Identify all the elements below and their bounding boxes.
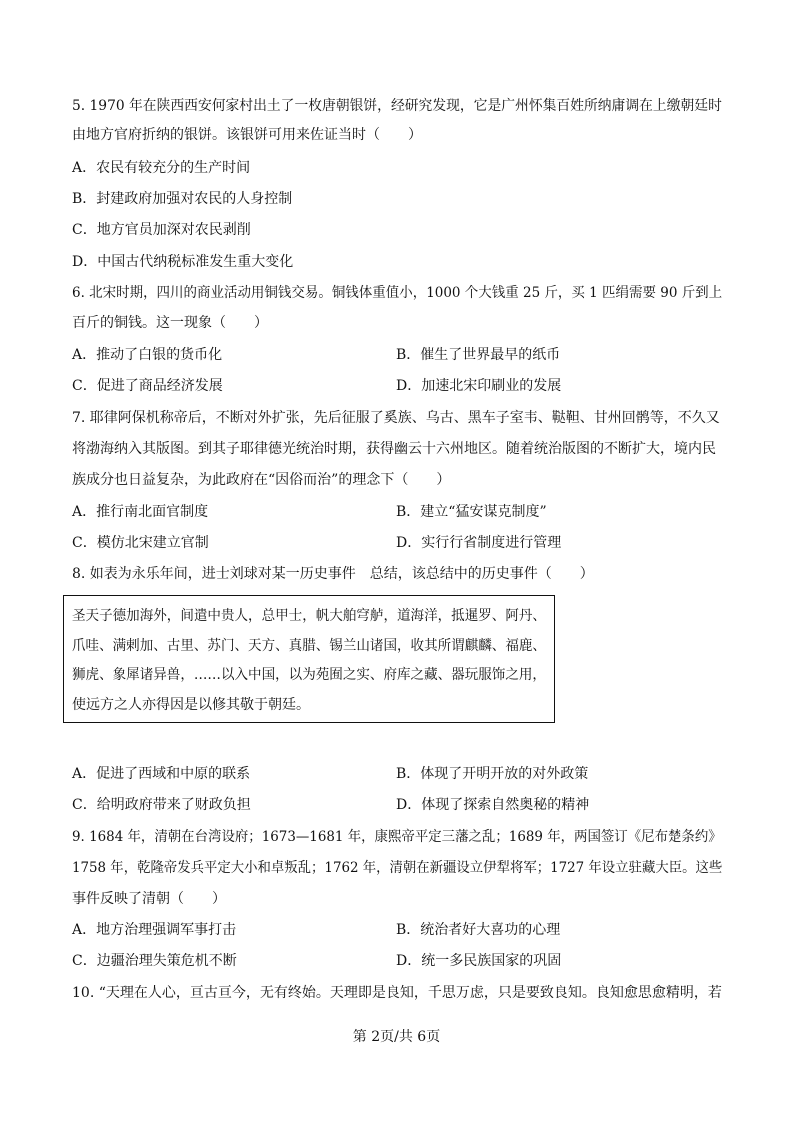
q9-stem-line-3: 事件反映了清朝（ ） [72, 891, 226, 907]
q6-option-b: B．催生了世界最早的纸币 [396, 347, 561, 363]
q8-source-line-1: 圣天子德加海外，间遣中贵人，总甲士，帆大舶穹舻，道海洋，抵暹罗、阿丹、 [72, 608, 546, 624]
q8-source-line-2: 爪哇、满剌加、古里、苏门、天方、真腊、锡兰山诸国，收其所谓麒麟、福鹿、 [72, 638, 546, 654]
q8-option-b: B．体现了开明开放的对外政策 [396, 766, 589, 782]
q9-option-c: C．边疆治理失策危机不断 [72, 953, 237, 969]
q9-stem-line-2: 1758 年，乾隆帝发兵平定大小和卓叛乱；1762 年，清朝在新疆设立伊犁将军；1727 年设立驻藏大臣。这些 [72, 860, 723, 876]
q8-source-line-3: 狮虎、象犀诸异兽，……以入中国，以为苑囿之实、府库之藏、器玩服饰之用， [72, 667, 546, 683]
q8-option-c: C．给明政府带来了财政负担 [72, 797, 251, 813]
q5-option-a: A．农民有较充分的生产时间 [72, 160, 251, 176]
q6-option-d: D．加速北宋印刷业的发展 [396, 378, 562, 394]
q8-stem-line-1: 8. 如表为永乐年间，进士刘球对某一历史事件 总结，该总结中的历史事件（ ） [72, 566, 594, 582]
q9-option-d: D．统一多民族国家的巩固 [396, 953, 562, 969]
q6-stem-line-2: 百斤的铜钱。这一现象（ ） [72, 315, 268, 331]
q10-stem-line-1: 10. “天理在人心，亘古亘今，无有终始。天理即是良知，千思万虑，只是要致良知。良知愈思愈精明，若 [72, 985, 722, 1001]
q7-stem-line-1: 7. 耶律阿保机称帝后，不断对外扩张，先后征服了奚族、乌古、黑车子室韦、鞑靼、甘州回鹘等，不久又 [72, 410, 720, 426]
q7-option-c: C．模仿北宋建立官制 [72, 535, 209, 551]
page-number-footer: 第 2页/共 6页 [352, 1029, 441, 1045]
q9-option-a: A．地方治理强调军事打击 [72, 922, 237, 938]
q5-option-b: B．封建政府加强对农民的人身控制 [72, 191, 293, 207]
q8-option-a: A．促进了西域和中原的联系 [72, 766, 251, 782]
q9-stem-line-1: 9. 1684 年，清朝在台湾设府；1673—1681 年，康熙帝平定三藩之乱；1689 年，两国签订《尼布楚条约》 [72, 829, 722, 845]
q9-option-b: B．统治者好大喜功的心理 [396, 922, 561, 938]
q8-source-line-4: 使远方之人亦得因是以修其敬于朝廷。 [72, 697, 310, 713]
q5-stem-line-2: 由地方官府折纳的银饼。该银饼可用来佐证当时（ ） [72, 127, 422, 143]
q7-stem-line-2: 将渤海纳入其版图。到其子耶律德光统治时期，获得幽云十六州地区。随着统治版图的不断扩大，境内民 [72, 441, 716, 457]
q6-option-a: A．推动了白银的货币化 [72, 347, 223, 363]
q5-option-d: D．中国古代纳税标准发生重大变化 [72, 254, 294, 270]
q5-stem-line-1: 5. 1970 年在陕西西安何家村出土了一枚唐朝银饼，经研究发现，它是广州怀集百姓所纳庸调在上缴朝廷时 [72, 98, 722, 114]
q7-option-d: D．实行行省制度进行管理 [396, 535, 562, 551]
q6-stem-line-1: 6. 北宋时期，四川的商业活动用铜钱交易。铜钱体重值小，1000 个大钱重 25 斤，买 1 匹绢需要 90 斤到上 [72, 285, 723, 301]
q8-source-table [63, 595, 555, 723]
q7-option-a: A．推行南北面官制度 [72, 504, 209, 520]
q7-option-b: B．建立“猛安谋克制度” [396, 504, 547, 520]
q5-option-c: C．地方官员加深对农民剥削 [72, 222, 251, 238]
q6-option-c: C．促进了商品经济发展 [72, 378, 223, 394]
q8-option-d: D．体现了探索自然奥秘的精神 [396, 797, 590, 813]
q7-stem-line-3: 族成分也日益复杂，为此政府在“因俗而治”的理念下（ ） [72, 472, 451, 488]
